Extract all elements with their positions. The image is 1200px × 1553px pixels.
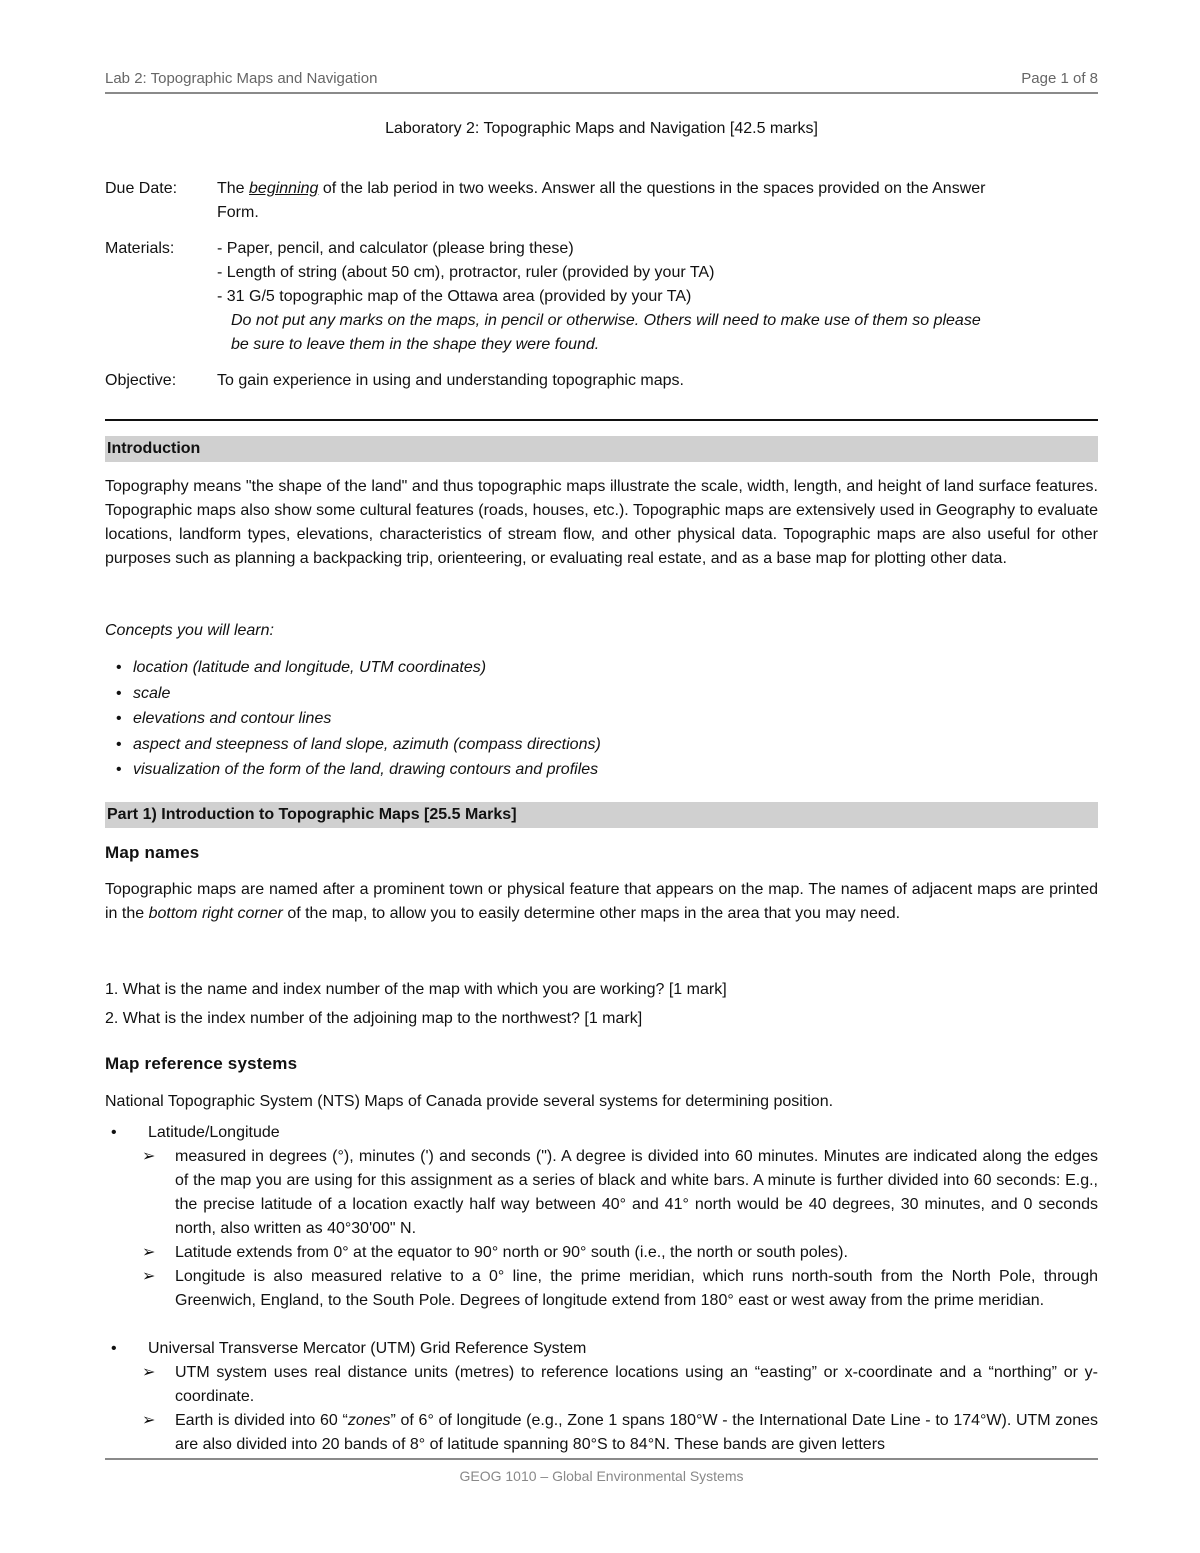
part1-heading: Part 1) Introduction to Topographic Maps [25.5 Marks] (105, 802, 1098, 828)
page-number: Page 1 of 8 (1021, 70, 1098, 87)
materials-list (217, 237, 1097, 357)
utm-bullet (105, 1337, 1098, 1361)
bullet-icon: • (116, 684, 122, 702)
question-1: 1. What is the name and index number of the map with which you are working? [1 mark] (105, 981, 727, 998)
bullet-icon: • (116, 761, 122, 778)
latlong-point-text: measured in degrees (°), minutes (') and seconds ("). A degree is divided into 60 minutes. Minutes are indicated along the edges of the map you are using for this assignment as a series of black and white bars. A minute is further divided into 60 seconds: E.g., the precise latitude of a location exactly half way between 40° and 41° north would be 40 degrees, 30 minutes, and 0 seconds north, also written as 40°30'00" N. (175, 1148, 1098, 1237)
concepts-list (105, 655, 1098, 783)
concept-item (105, 681, 1098, 707)
materials-label: Materials: (105, 240, 175, 257)
materials-item: - Length of string (about 50 cm), protractor, ruler (provided by your TA) (217, 264, 715, 281)
section-divider (105, 419, 1098, 421)
utm-point-text: UTM system uses real distance units (metres) to reference locations using an “easting” or x-coordinate and a “northing” or y-coordinate. (175, 1364, 1098, 1405)
bullet-icon: • (116, 735, 122, 753)
reference-intro: National Topographic System (NTS) Maps of Canada provide several systems for determining position. (105, 1093, 834, 1110)
page-footer: GEOG 1010 – Global Environmental Systems (105, 1458, 1098, 1484)
materials-note-line: Do not put any marks on the maps, in pencil or otherwise. Others will need to make use of them so please (231, 312, 981, 329)
latlong-point (105, 1241, 1098, 1265)
concept-text: visualization of the form of the land, drawing contours and profiles (133, 761, 599, 778)
concept-item (105, 706, 1098, 732)
document-page (105, 0, 1098, 1553)
latlong-point-text: Latitude extends from 0° at the equator to 90° north or 90° south (i.e., the north or south poles). (175, 1244, 848, 1261)
latlong-point (105, 1265, 1098, 1337)
concept-text: aspect and steepness of land slope, azimuth (compass directions) (133, 735, 601, 753)
materials-note-line: be sure to leave them in the shape they were found. (231, 336, 600, 353)
arrow-bullet-icon: ➢ (142, 1148, 156, 1165)
due-date-value (217, 177, 1097, 225)
utm-point (105, 1361, 1098, 1409)
utm-point2-emphasis: zones (347, 1412, 391, 1429)
introduction-heading: Introduction (105, 436, 1098, 462)
document-title: Laboratory 2: Topographic Maps and Navigation [42.5 marks] (385, 120, 818, 137)
materials-item: - 31 G/5 topographic map of the Ottawa area (provided by your TA) (217, 288, 692, 305)
latlong-point-text: Longitude is also measured relative to a 0° line, the prime meridian, which runs north-south from the North Pole, through Greenwich, England, to the South Pole. Degrees of longitude extend from 180° east or west away from the prime meridian. (175, 1268, 1098, 1309)
concept-text: location (latitude and longitude, UTM coordinates) (133, 659, 487, 676)
map-names-heading: Map names (105, 843, 200, 862)
materials-item: - Paper, pencil, and calculator (please bring these) (217, 240, 574, 257)
utm-point2-post: ” of 6° of longitude (e.g., Zone 1 spans 180°W - the International Date Line - to 174°W). UTM zones are also divided into 20 bands of 8° of latitude spanning 80°S to 84°N. These bands are given letters (175, 1412, 1099, 1453)
bullet-icon: • (111, 1340, 117, 1357)
due-date-row (105, 177, 1098, 225)
concept-item (105, 732, 1098, 758)
concepts-title: Concepts you will learn: (105, 622, 274, 639)
arrow-bullet-icon: ➢ (142, 1412, 156, 1429)
latlong-point (105, 1145, 1098, 1241)
objective-row (105, 369, 1098, 393)
due-post: of the lab period in two weeks. Answer all the questions in the spaces provided on the Answer (318, 180, 986, 197)
question-2: 2. What is the index number of the adjoining map to the northwest? [1 mark] (105, 1010, 643, 1027)
utm-point-text (175, 1409, 1098, 1457)
objective-label: Objective: (105, 372, 177, 389)
introduction-paragraph: Topography means "the shape of the land" and thus topographic maps illustrate the scale, width, length, and height of land surface features. Topographic maps also show some cultural features (roads, houses, etc.). Topographic maps are extensively used in Geography to evaluate locations, landform types, elevations, characteristics of stream flow, and other physical data. Topographic maps are also useful for other purposes such as planning a backpacking trip, orienteering, or evaluating real estate, and as a base map for plotting other data. (105, 478, 1098, 567)
running-header (105, 70, 1098, 94)
concept-text: scale (133, 684, 171, 702)
objective-text: To gain experience in using and understanding topographic maps. (217, 372, 684, 389)
due-emphasis: beginning (249, 180, 319, 197)
due-date-line-1 (217, 177, 1097, 201)
concept-text: elevations and contour lines (133, 710, 332, 727)
utm-point (105, 1409, 1098, 1457)
latlong-bullet (105, 1121, 1098, 1145)
map-names-text-end: of the map, to allow you to easily determine other maps in the area that you may need. (282, 905, 901, 922)
due-date-line-2: Form. (217, 204, 259, 221)
bullet-icon: • (116, 710, 122, 727)
utm-point2-pre: Earth is divided into 60 “ (175, 1412, 348, 1429)
concept-item (105, 757, 1098, 783)
utm-label: Universal Transverse Mercator (UTM) Grid Reference System (148, 1340, 587, 1357)
due-date-label: Due Date: (105, 180, 178, 197)
map-names-paragraph (105, 878, 1098, 926)
due-pre: The (217, 180, 250, 197)
latlong-label: Latitude/Longitude (148, 1124, 280, 1141)
map-names-emphasis: bottom right corner (148, 905, 283, 922)
arrow-bullet-icon: ➢ (142, 1244, 156, 1261)
bullet-icon: • (116, 659, 122, 676)
header-title: Lab 2: Topographic Maps and Navigation (105, 70, 378, 87)
arrow-bullet-icon: ➢ (142, 1364, 156, 1381)
map-names-text: Topographic maps are named after a prominent town or physical feature that appears on the map. The names of adjacent maps are printed in the (105, 881, 1098, 922)
bullet-icon: • (111, 1124, 117, 1141)
concept-item (105, 655, 1098, 681)
materials-row (105, 237, 1098, 357)
map-reference-heading: Map reference systems (105, 1054, 298, 1073)
arrow-bullet-icon: ➢ (142, 1268, 156, 1285)
